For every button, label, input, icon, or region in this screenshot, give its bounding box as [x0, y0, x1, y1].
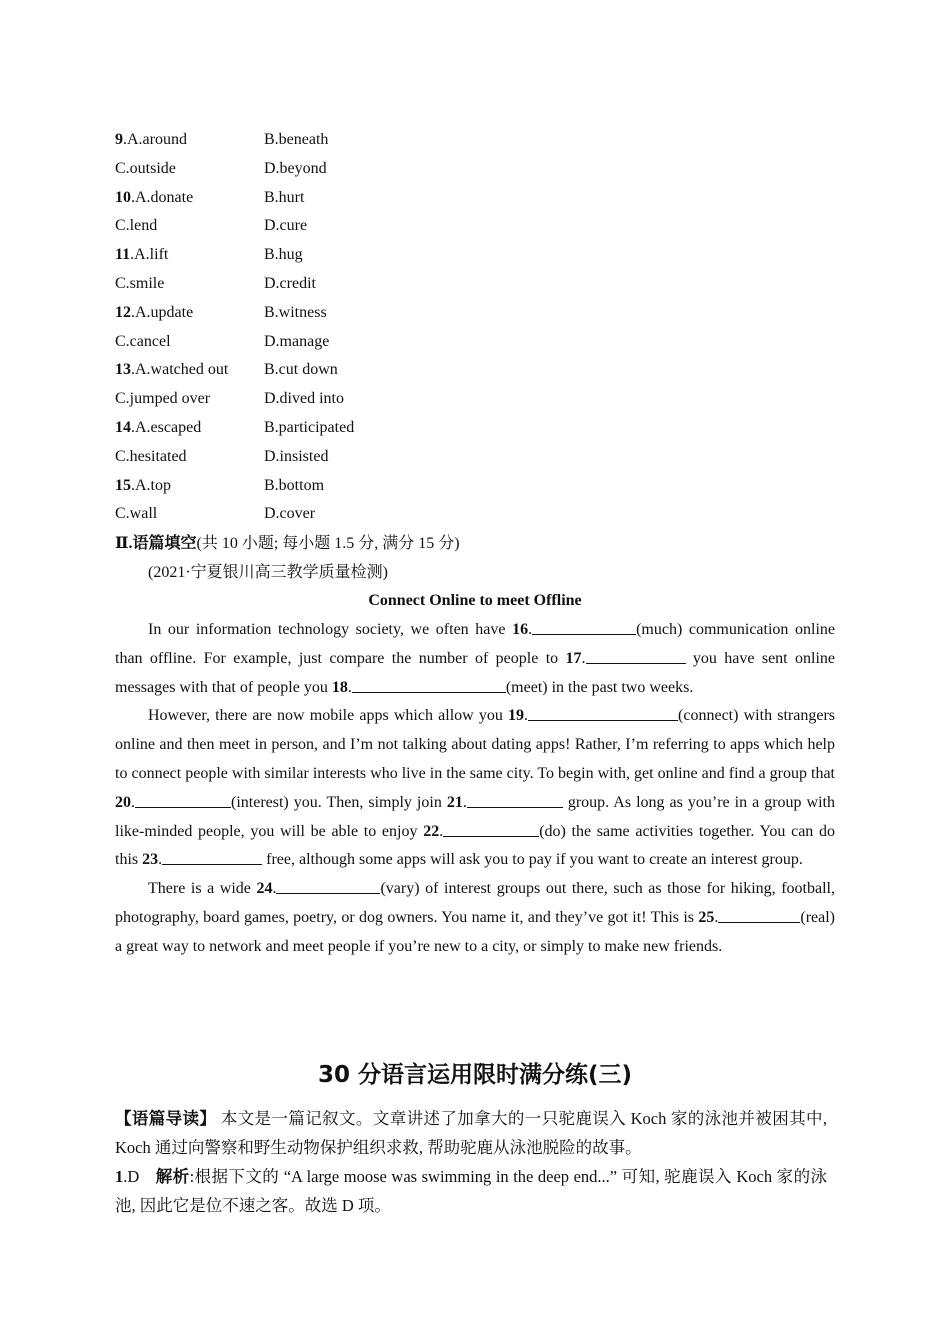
- blank-number: 25: [698, 908, 715, 926]
- answer-choice: .D: [123, 1167, 140, 1186]
- option-row: [115, 184, 354, 213]
- question-number: 13: [115, 361, 131, 379]
- option-left: 10.A.donate: [115, 188, 194, 206]
- section-scoring: (共 10 小题; 每小题 1.5 分, 满分 15 分): [196, 535, 460, 552]
- option-row: [115, 500, 354, 529]
- section-label: Ⅱ.语篇填空: [115, 535, 197, 552]
- option-left: 14.A.escaped: [115, 418, 202, 436]
- question-number: 12: [115, 303, 131, 321]
- reading-guide: 【语篇导读】 本文是一篇记叙文。文章讲述了加拿大的一只驼鹿误入 Koch 家的泳池并被困其中, Koch 通过向警察和野生动物保护组织求救, 帮助驼鹿从泳池脱险的故事。: [115, 1109, 827, 1157]
- option-left: 11.A.lift: [115, 246, 169, 264]
- blank-number: 16: [512, 621, 529, 638]
- answer-blank[interactable]: [352, 676, 506, 693]
- question-number: 10: [115, 188, 131, 206]
- option-row: [115, 155, 354, 184]
- option-row: [115, 126, 354, 155]
- blank-number: 22: [423, 822, 440, 840]
- passage-paragraph: In our information technology society, we often have 16. (much) communication online than offline. For example, just compare the number of people to 17. you have sent online messages with that of people you 18. (meet) in the past two weeks.: [115, 616, 835, 702]
- blank-number: 23: [142, 851, 159, 869]
- answer-blank[interactable]: [718, 906, 800, 923]
- option-left: 12.A.update: [115, 303, 194, 321]
- option-left: C.jumped over: [115, 390, 211, 408]
- option-row: [115, 472, 354, 501]
- option-right: D.credit: [264, 274, 316, 292]
- question-number: 15: [115, 476, 131, 494]
- option-row: [115, 356, 354, 385]
- option-left: 9.A.around: [115, 131, 187, 148]
- question-number: 9: [115, 131, 123, 148]
- option-right: D.cure: [264, 217, 308, 235]
- option-right: B.participated: [264, 418, 355, 436]
- blank-number: 18: [331, 678, 348, 696]
- option-row: [115, 212, 354, 241]
- analysis-label: 解析: [155, 1167, 190, 1186]
- option-row: [115, 414, 354, 443]
- option-row: [115, 443, 354, 472]
- answer-blank[interactable]: [443, 820, 539, 837]
- passage-title: Connect Online to meet Offline: [368, 592, 582, 609]
- option-right: B.cut down: [264, 361, 338, 379]
- option-left: 13.A.watched out: [115, 361, 229, 379]
- blank-number: 21: [446, 793, 463, 811]
- passage-source: (2021·宁夏银川高三教学质量检测): [148, 564, 388, 581]
- option-row: [115, 328, 354, 357]
- answer-blank[interactable]: [135, 791, 231, 808]
- option-left: C.outside: [115, 159, 176, 177]
- option-left: C.lend: [115, 217, 158, 235]
- question-number: 11: [115, 246, 131, 264]
- passage-body: [115, 616, 835, 962]
- passage-paragraph: There is a wide 24. (vary) of interest groups out there, such as those for hiking, football, photography, board games, poetry, or dog owners. You name it, and they’ve got it! This is 25. (real) a great way to network and meet people if you’re new to a city, or simply to make new friends.: [115, 875, 835, 961]
- option-left: C.wall: [115, 505, 158, 523]
- answer-explanation: [115, 1104, 827, 1220]
- option-row: [115, 270, 354, 299]
- section-heading: [115, 530, 460, 559]
- answer-blank[interactable]: [528, 704, 678, 721]
- blank-number: 19: [508, 707, 525, 725]
- option-right: B.beneath: [264, 131, 329, 148]
- blank-number: 20: [115, 793, 131, 811]
- option-right: D.beyond: [264, 159, 327, 177]
- option-left: C.hesitated: [115, 447, 187, 465]
- option-right: B.hug: [264, 246, 303, 264]
- answer-blank[interactable]: [586, 647, 686, 664]
- option-right: B.bottom: [264, 476, 325, 494]
- passage-paragraph: However, there are now mobile apps which allow you 19. (connect) with strangers online and then meet in person, and I’m not talking about dating apps! Rather, I’m referring to apps which help to connect people with similar interests who live in the same city. To begin with, get online and find a group that 20. (interest) you. Then, simply join 21. group. As long as you’re in a group with like-minded people, you will be able to enjoy 22. (do) the same activities together. You can do this 23. free, although some apps will ask you to pay if you want to create an interest group.: [115, 702, 835, 875]
- blank-number: 24: [256, 880, 273, 898]
- answer-item: 1.D 解析:根据下文的 “A large moose was swimming in the deep end...” 可知, 驼鹿误入 Koch 家的泳池, 因此它是位不速之客。故选 D 项。: [115, 1167, 828, 1215]
- answer-blank[interactable]: [532, 618, 636, 635]
- option-left: C.cancel: [115, 332, 171, 350]
- option-left: 15.A.top: [115, 476, 171, 494]
- option-right: D.cover: [264, 505, 316, 523]
- answer-blank[interactable]: [467, 791, 563, 808]
- option-list: [115, 126, 354, 529]
- option-row: [115, 385, 354, 414]
- option-left: C.smile: [115, 274, 165, 292]
- answer-number: 1: [115, 1167, 124, 1186]
- option-right: D.insisted: [264, 447, 329, 465]
- blank-number: 17: [565, 649, 582, 667]
- option-right: B.witness: [264, 303, 327, 321]
- option-right: B.hurt: [264, 188, 305, 206]
- option-right: D.dived into: [264, 390, 344, 408]
- guide-label: 【语篇导读】: [115, 1109, 217, 1128]
- answer-blank[interactable]: [162, 848, 262, 865]
- option-row: [115, 299, 354, 328]
- answer-section-title: 30 分语言运用限时满分练(三): [317, 1062, 633, 1088]
- option-right: D.manage: [264, 332, 330, 350]
- question-number: 14: [115, 418, 131, 436]
- option-row: [115, 241, 354, 270]
- answer-blank[interactable]: [276, 877, 380, 894]
